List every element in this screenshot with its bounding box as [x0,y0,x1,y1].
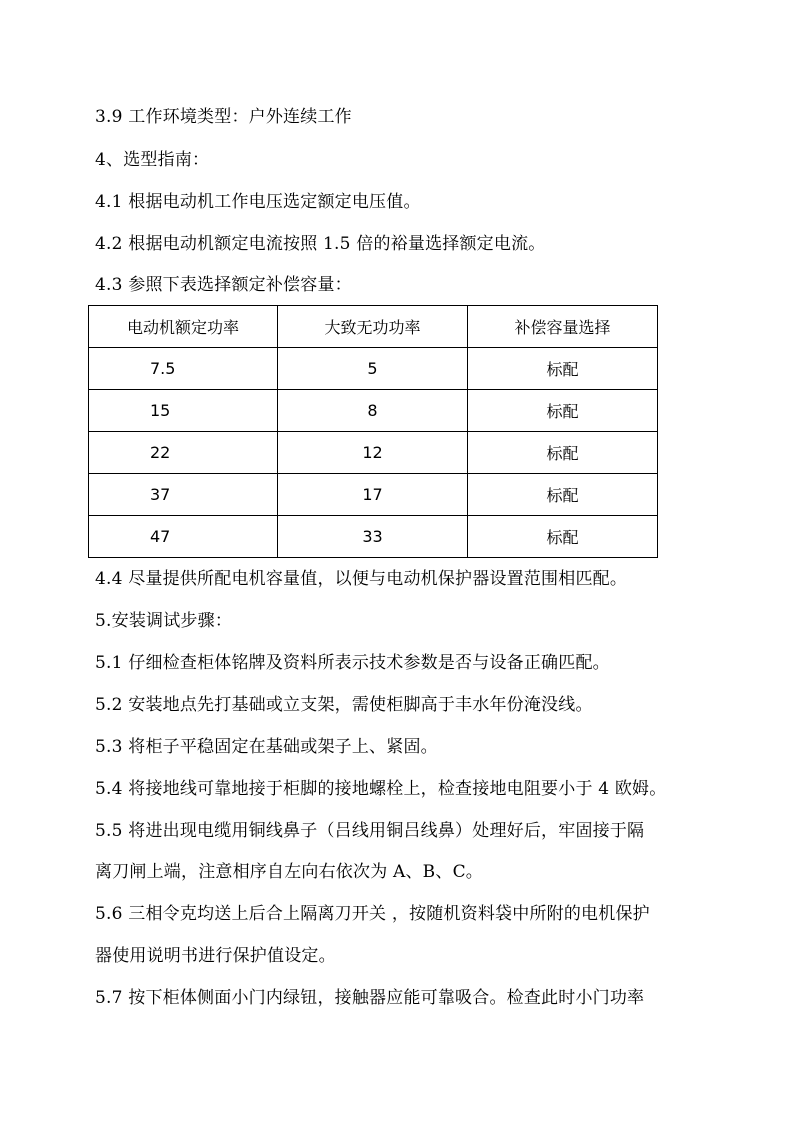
table-row [89,474,658,516]
text-line: 4.3 参照下表选择额定补偿容量： [95,275,352,295]
table-header-cell: 大致无功功率 [278,306,468,348]
table-header-row [89,306,658,348]
table-cell: 17 [278,474,468,516]
text-line: 5.5 将进出现电缆用铜线鼻子（吕线用铜吕线鼻）处理好后，牢固接于隔 [95,821,645,841]
table-cell: 标配 [468,390,658,432]
text-line: 4、选型指南： [95,150,210,170]
text-line: 5.6 三相令克均送上后合上隔离刀开关 ，按随机资料袋中所附的电机保护 [95,904,650,924]
text-line: 3.9 工作环境类型：户外连续工作 [95,107,352,127]
table-cell: 12 [278,432,468,474]
text-line: 离刀闸上端，注意相序自左向右依次为 A、B、C。 [95,862,483,882]
table-cell: 33 [278,516,468,558]
table-cell: 标配 [468,348,658,390]
table-cell: 5 [278,348,468,390]
text-line: 5.安装调试步骤： [95,611,233,631]
table-row [89,432,658,474]
text-line: 4.1 根据电动机工作电压选定额定电压值。 [95,192,421,212]
text-line: 5.7 按下柜体侧面小门内绿钮，接触器应能可靠吸合。检查此时小门功率 [95,988,645,1008]
table-cell: 标配 [468,474,658,516]
capacity-table [88,305,658,558]
text-line: 5.3 将柜子平稳固定在基础或架子上、紧固。 [95,737,438,757]
text-line: 4.4 尽量提供所配电机容量值，以便与电动机保护器设置范围相匹配。 [95,569,628,589]
table-cell: 8 [278,390,468,432]
text-line: 5.2 安装地点先打基础或立支架，需使柜脚高于丰水年份淹没线。 [95,695,593,715]
table-row [89,516,658,558]
table-row [89,348,658,390]
table-cell: 37 [89,474,278,516]
table-cell: 标配 [468,516,658,558]
table-cell: 7.5 [89,348,278,390]
table-cell: 22 [89,432,278,474]
table-cell: 标配 [468,432,658,474]
text-line: 器使用说明书进行保护值设定。 [95,946,336,966]
table-header-cell: 电动机额定功率 [89,306,278,348]
table-cell: 47 [89,516,278,558]
table-cell: 15 [89,390,278,432]
table-row [89,390,658,432]
text-line: 5.1 仔细检查柜体铭牌及资料所表示技术参数是否与设备正确匹配。 [95,653,610,673]
table-header-cell: 补偿容量选择 [468,306,658,348]
text-line: 4.2 根据电动机额定电流按照 1.5 倍的裕量选择额定电流。 [95,234,546,254]
text-line: 5.4 将接地线可靠地接于柜脚的接地螺栓上，检查接地电阻要小于 4 欧姆。 [95,779,667,799]
